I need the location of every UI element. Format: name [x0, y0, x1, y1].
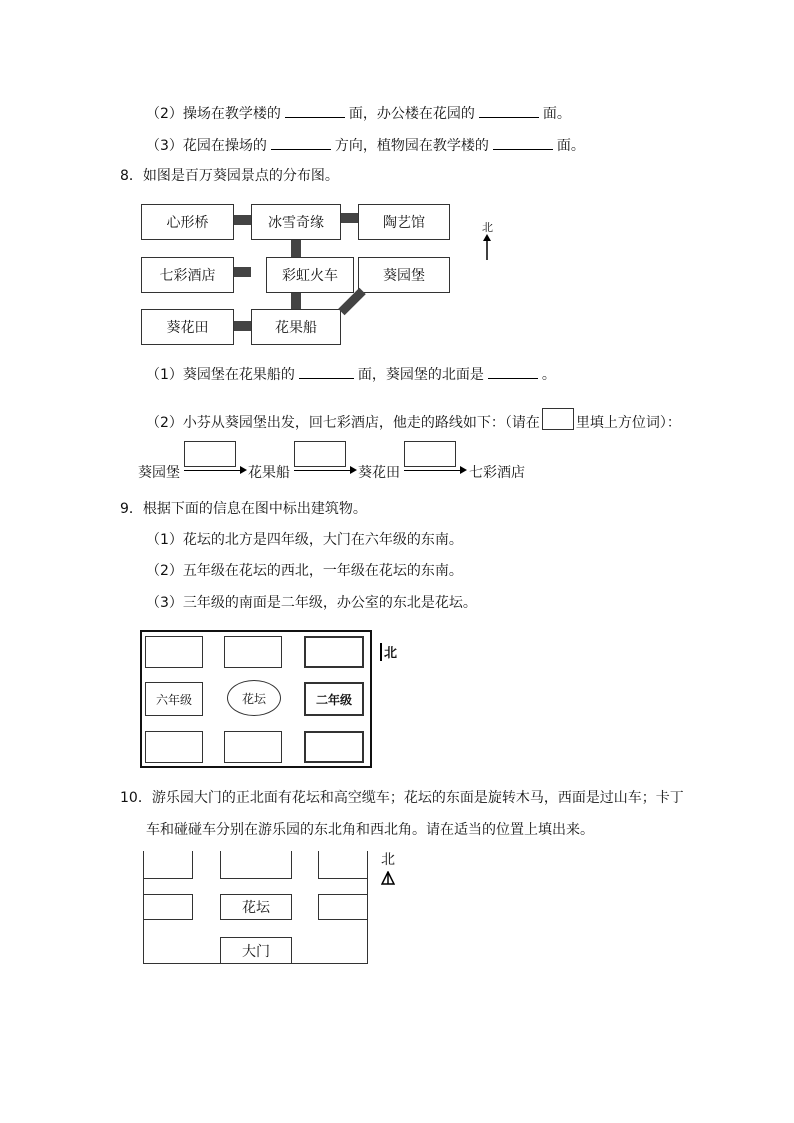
answer-blank[interactable] — [271, 135, 331, 150]
q7-p2-text-c: 面。 — [542, 106, 571, 122]
answer-blank[interactable] — [493, 135, 553, 150]
q9-title: 9．根据下面的信息在图中标出建筑物。 — [120, 501, 367, 517]
spot-heart-bridge: 心形桥 — [141, 204, 234, 240]
north-arrow-icon — [381, 871, 395, 885]
route-arrow — [184, 470, 240, 471]
spot-pottery: 陶艺馆 — [358, 204, 450, 240]
route-arrow — [294, 470, 350, 471]
q8-part1 — [146, 364, 556, 384]
path-connector — [234, 321, 251, 331]
spot-sunflower-field: 葵花田 — [141, 309, 234, 345]
q8-p1-text-b: 面，葵园堡的北面是 — [357, 367, 484, 383]
path-connector — [291, 293, 301, 309]
arrow-head-icon — [240, 466, 247, 474]
q10-title-line2: 车和碰碰车分别在游乐园的东北角和西北角。请在适当的位置上填出来。 — [146, 822, 594, 838]
q7-p3-text-a: （3）花园在操场的 — [146, 138, 267, 154]
q9-part2: （2）五年级在花坛的西北，一年级在花坛的东南。 — [146, 563, 463, 579]
north-label: 北 — [381, 852, 395, 868]
spot-fruit-boat: 花果船 — [251, 309, 341, 345]
q7-p3-text-c: 面。 — [556, 138, 585, 154]
spot-castle: 葵园堡 — [358, 257, 450, 293]
gate-cell: 大门 — [220, 937, 292, 964]
q8-p2-text-b: 里填上方位词）： — [575, 415, 681, 431]
q7-p2-text-a: （2）操场在教学楼的 — [146, 106, 281, 122]
answer-blank[interactable] — [479, 103, 539, 118]
route-stop: 花果船 — [248, 465, 290, 481]
north-label: 北 — [384, 646, 398, 661]
sixth-grade-cell: 六年级 — [145, 682, 203, 716]
path-connector — [291, 240, 301, 257]
path-connector — [234, 267, 251, 277]
answer-blank[interactable] — [299, 364, 354, 379]
path-connector — [234, 215, 251, 225]
second-grade-cell: 二年级 — [304, 682, 364, 716]
q9-part1: （1）花坛的北方是四年级，大门在六年级的东南。 — [146, 532, 463, 548]
q10-title-line1: 10．游乐园大门的正北面有花坛和高空缆车；花坛的东面是旋转木马，西面是过山车；卡丁 — [120, 790, 684, 806]
answer-cell[interactable] — [224, 636, 282, 668]
q7-p2-text-b: 面，办公楼在花园的 — [348, 106, 475, 122]
route-stop: 葵园堡 — [138, 465, 180, 481]
arrow-head-icon — [460, 466, 467, 474]
answer-blank[interactable] — [488, 364, 538, 379]
path-connector — [341, 213, 358, 223]
answer-cell[interactable] — [145, 636, 203, 668]
q8-p2-text-a: （2）小芬从葵园堡出发，回七彩酒店，他走的路线如下：（请在 — [146, 415, 540, 431]
route-arrow — [404, 470, 460, 471]
spot-train: 彩虹火车 — [266, 257, 354, 293]
q8-part2 — [146, 408, 681, 432]
flowerbed-oval: 花坛 — [227, 680, 281, 716]
arrow-head-icon — [350, 466, 357, 474]
q8-p1-text-c: 。 — [541, 367, 556, 383]
north-arrow-icon — [482, 234, 492, 260]
q8-p1-text-a: （1）葵园堡在花果船的 — [146, 367, 295, 383]
answer-cell[interactable] — [318, 851, 368, 879]
route-answer-box[interactable] — [184, 441, 236, 467]
route-answer-box[interactable] — [294, 441, 346, 467]
q7-part3 — [146, 135, 585, 155]
answer-cell[interactable] — [143, 894, 193, 920]
spot-frozen: 冰雪奇缘 — [251, 204, 341, 240]
answer-cell[interactable] — [304, 731, 364, 763]
answer-cell[interactable] — [318, 894, 368, 920]
route-stop: 葵花田 — [358, 465, 400, 481]
sample-box — [542, 408, 574, 430]
q7-part2 — [146, 103, 571, 123]
q7-p3-text-b: 方向，植物园在教学楼的 — [334, 138, 489, 154]
answer-cell[interactable] — [304, 636, 364, 668]
answer-cell[interactable] — [220, 851, 292, 879]
q9-part3: （3）三年级的南面是二年级，办公室的东北是花坛。 — [146, 595, 477, 611]
answer-cell[interactable] — [224, 731, 282, 763]
north-bar-icon — [380, 643, 382, 661]
spot-hotel: 七彩酒店 — [141, 257, 234, 293]
flowerbed-cell: 花坛 — [220, 894, 292, 920]
north-label: 北 — [482, 221, 493, 234]
answer-cell[interactable] — [145, 731, 203, 763]
q8-title: 8．如图是百万葵园景点的分布图。 — [120, 168, 339, 184]
answer-blank[interactable] — [285, 103, 345, 118]
route-answer-box[interactable] — [404, 441, 456, 467]
answer-cell[interactable] — [143, 851, 193, 879]
route-stop: 七彩酒店 — [469, 465, 525, 481]
